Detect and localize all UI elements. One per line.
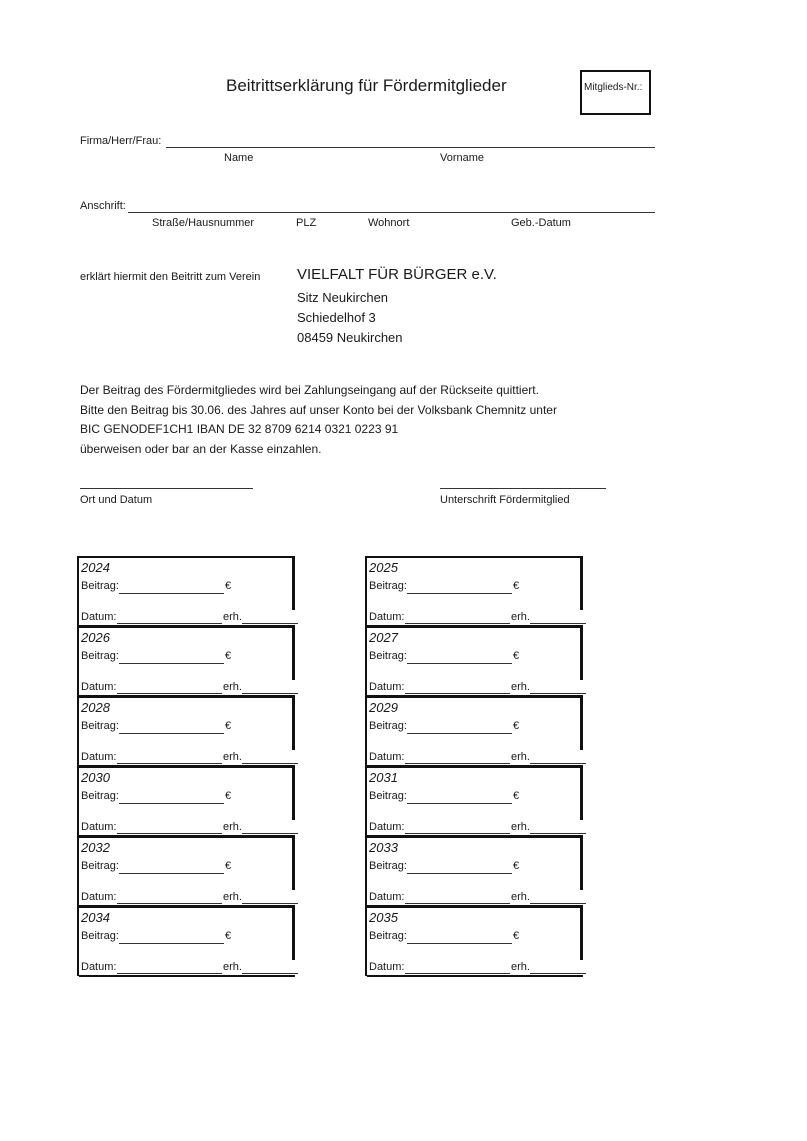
card-datum-line[interactable] bbox=[405, 693, 510, 694]
card-datum-label: Datum: bbox=[369, 681, 405, 693]
card-year: 2029 bbox=[369, 700, 398, 715]
payment-card bbox=[77, 836, 295, 906]
card-erh-label: erh. bbox=[223, 751, 242, 763]
card-beitrag-label: Beitrag: bbox=[369, 860, 407, 872]
card-datum-label: Datum: bbox=[81, 821, 117, 833]
payment-info bbox=[80, 381, 557, 459]
card-bottom-border bbox=[79, 975, 295, 977]
payment-card bbox=[77, 906, 295, 976]
card-datum-label: Datum: bbox=[369, 611, 405, 623]
card-right-border bbox=[292, 628, 295, 680]
payment-info-line: Der Beitrag des Fördermitgliedes wird bei Zahlungseingang auf der Rückseite quittiert. bbox=[80, 383, 539, 397]
card-beitrag-line[interactable] bbox=[119, 803, 224, 804]
card-erh-label: erh. bbox=[223, 891, 242, 903]
card-datum-label: Datum: bbox=[81, 611, 117, 623]
payment-card bbox=[365, 696, 583, 766]
card-erh-line[interactable] bbox=[530, 623, 586, 624]
name-caption: Name bbox=[224, 152, 254, 164]
card-erh-line[interactable] bbox=[530, 833, 586, 834]
card-beitrag-label: Beitrag: bbox=[81, 790, 119, 802]
card-beitrag-line[interactable] bbox=[119, 663, 224, 664]
card-beitrag-label: Beitrag: bbox=[81, 720, 119, 732]
card-currency: € bbox=[513, 790, 520, 802]
payment-card bbox=[365, 626, 583, 696]
payment-card bbox=[365, 836, 583, 906]
card-right-border bbox=[292, 838, 295, 890]
card-currency: € bbox=[225, 650, 232, 662]
card-erh-label: erh. bbox=[223, 821, 242, 833]
card-right-border bbox=[292, 698, 295, 750]
card-datum-line[interactable] bbox=[405, 903, 510, 904]
payment-info-line: überweisen oder bar an der Kasse einzahlen. bbox=[80, 441, 322, 456]
org-seat: Sitz Neukirchen bbox=[297, 290, 389, 305]
card-datum-line[interactable] bbox=[117, 763, 222, 764]
card-year: 2025 bbox=[369, 560, 398, 575]
card-right-border bbox=[292, 768, 295, 820]
birthdate-caption: Geb.-Datum bbox=[511, 217, 571, 229]
page-title: Beitrittserklärung für Fördermitglieder bbox=[226, 76, 507, 95]
card-year: 2035 bbox=[369, 910, 398, 925]
card-datum-line[interactable] bbox=[117, 623, 222, 624]
card-currency: € bbox=[513, 650, 520, 662]
payment-info-line: BIC GENODEF1CH1 IBAN DE 32 8709 6214 0321 0223 91 bbox=[80, 422, 399, 436]
card-beitrag-label: Beitrag: bbox=[81, 860, 119, 872]
card-beitrag-line[interactable] bbox=[407, 663, 512, 664]
card-erh-line[interactable] bbox=[530, 973, 586, 974]
card-datum-label: Datum: bbox=[81, 961, 117, 973]
payment-card bbox=[365, 766, 583, 836]
card-right-border bbox=[580, 628, 583, 680]
card-currency: € bbox=[225, 930, 232, 942]
card-beitrag-line[interactable] bbox=[119, 733, 224, 734]
card-beitrag-line[interactable] bbox=[407, 733, 512, 734]
card-beitrag-label: Beitrag: bbox=[369, 790, 407, 802]
card-datum-label: Datum: bbox=[81, 891, 117, 903]
declaration-text: erklärt hiermit den Beitritt zum Verein bbox=[80, 271, 261, 283]
card-beitrag-line[interactable] bbox=[407, 943, 512, 944]
card-erh-label: erh. bbox=[511, 891, 530, 903]
card-datum-line[interactable] bbox=[405, 763, 510, 764]
org-street: Schiedelhof 3 bbox=[297, 310, 376, 325]
card-year: 2033 bbox=[369, 840, 398, 855]
card-erh-line[interactable] bbox=[242, 693, 298, 694]
address-label: Anschrift: bbox=[80, 200, 126, 212]
payment-info-line: Bitte den Beitrag bis 30.06. des Jahres auf unser Konto bei der Volksbank Chemnitz unter bbox=[80, 402, 557, 417]
card-erh-line[interactable] bbox=[530, 903, 586, 904]
card-year: 2034 bbox=[81, 910, 110, 925]
card-beitrag-line[interactable] bbox=[407, 593, 512, 594]
card-year: 2026 bbox=[81, 630, 110, 645]
card-datum-line[interactable] bbox=[405, 833, 510, 834]
card-erh-label: erh. bbox=[511, 681, 530, 693]
card-currency: € bbox=[225, 720, 232, 732]
card-currency: € bbox=[225, 580, 232, 592]
card-datum-label: Datum: bbox=[369, 751, 405, 763]
card-datum-label: Datum: bbox=[81, 751, 117, 763]
signature-line[interactable] bbox=[440, 488, 606, 489]
card-datum-line[interactable] bbox=[117, 973, 222, 974]
card-currency: € bbox=[225, 860, 232, 872]
card-erh-line[interactable] bbox=[242, 973, 298, 974]
card-erh-line[interactable] bbox=[530, 763, 586, 764]
card-beitrag-label: Beitrag: bbox=[369, 930, 407, 942]
card-beitrag-line[interactable] bbox=[119, 873, 224, 874]
card-right-border bbox=[292, 908, 295, 960]
card-beitrag-line[interactable] bbox=[119, 943, 224, 944]
card-erh-line[interactable] bbox=[242, 833, 298, 834]
card-datum-label: Datum: bbox=[369, 961, 405, 973]
name-row-line[interactable] bbox=[166, 147, 655, 148]
card-currency: € bbox=[225, 790, 232, 802]
card-erh-line[interactable] bbox=[242, 763, 298, 764]
payment-card bbox=[77, 556, 295, 626]
org-city: 08459 Neukirchen bbox=[297, 330, 403, 345]
card-right-border bbox=[292, 558, 295, 610]
card-erh-label: erh. bbox=[511, 821, 530, 833]
card-beitrag-label: Beitrag: bbox=[369, 720, 407, 732]
card-right-border bbox=[580, 558, 583, 610]
org-name: VIELFALT FÜR BÜRGER e.V. bbox=[297, 266, 497, 283]
card-datum-label: Datum: bbox=[369, 821, 405, 833]
card-beitrag-label: Beitrag: bbox=[81, 580, 119, 592]
card-currency: € bbox=[513, 720, 520, 732]
payment-card bbox=[77, 766, 295, 836]
city-caption: Wohnort bbox=[368, 217, 410, 229]
card-beitrag-line[interactable] bbox=[407, 803, 512, 804]
card-datum-line[interactable] bbox=[117, 903, 222, 904]
payment-card bbox=[77, 696, 295, 766]
card-year: 2024 bbox=[81, 560, 110, 575]
card-erh-line[interactable] bbox=[530, 693, 586, 694]
card-erh-line[interactable] bbox=[242, 903, 298, 904]
street-caption: Straße/Hausnummer bbox=[152, 217, 255, 229]
member-number-label: Mitglieds-Nr.: bbox=[584, 82, 643, 93]
payment-card bbox=[365, 556, 583, 626]
card-erh-label: erh. bbox=[223, 611, 242, 623]
card-beitrag-label: Beitrag: bbox=[369, 580, 407, 592]
card-right-border bbox=[580, 908, 583, 960]
place-date-label: Ort und Datum bbox=[80, 494, 153, 506]
card-beitrag-line[interactable] bbox=[407, 873, 512, 874]
zip-caption: PLZ bbox=[296, 217, 317, 229]
card-year: 2030 bbox=[81, 770, 110, 785]
card-year: 2027 bbox=[369, 630, 398, 645]
signature-label: Unterschrift Fördermitglied bbox=[440, 494, 570, 506]
card-beitrag-line[interactable] bbox=[119, 593, 224, 594]
firstname-caption: Vorname bbox=[440, 152, 485, 164]
address-line[interactable] bbox=[128, 212, 655, 213]
card-erh-label: erh. bbox=[511, 611, 530, 623]
payment-card bbox=[77, 626, 295, 696]
card-erh-line[interactable] bbox=[242, 623, 298, 624]
card-currency: € bbox=[513, 580, 520, 592]
card-datum-label: Datum: bbox=[369, 891, 405, 903]
payment-card bbox=[365, 906, 583, 976]
card-datum-line[interactable] bbox=[117, 833, 222, 834]
card-bottom-border bbox=[367, 975, 583, 977]
card-currency: € bbox=[513, 860, 520, 872]
card-datum-line[interactable] bbox=[117, 693, 222, 694]
card-right-border bbox=[580, 838, 583, 890]
card-erh-label: erh. bbox=[511, 961, 530, 973]
card-erh-label: erh. bbox=[223, 961, 242, 973]
name-row-label: Firma/Herr/Frau: bbox=[80, 135, 162, 147]
card-currency: € bbox=[513, 930, 520, 942]
card-datum-label: Datum: bbox=[81, 681, 117, 693]
card-year: 2028 bbox=[81, 700, 110, 715]
card-erh-label: erh. bbox=[223, 681, 242, 693]
card-right-border bbox=[580, 698, 583, 750]
card-erh-label: erh. bbox=[511, 751, 530, 763]
card-beitrag-label: Beitrag: bbox=[81, 930, 119, 942]
card-year: 2031 bbox=[369, 770, 398, 785]
card-year: 2032 bbox=[81, 840, 110, 855]
card-right-border bbox=[580, 768, 583, 820]
card-beitrag-label: Beitrag: bbox=[369, 650, 407, 662]
card-beitrag-label: Beitrag: bbox=[81, 650, 119, 662]
card-datum-line[interactable] bbox=[405, 973, 510, 974]
card-datum-line[interactable] bbox=[405, 623, 510, 624]
place-date-line[interactable] bbox=[80, 488, 253, 489]
